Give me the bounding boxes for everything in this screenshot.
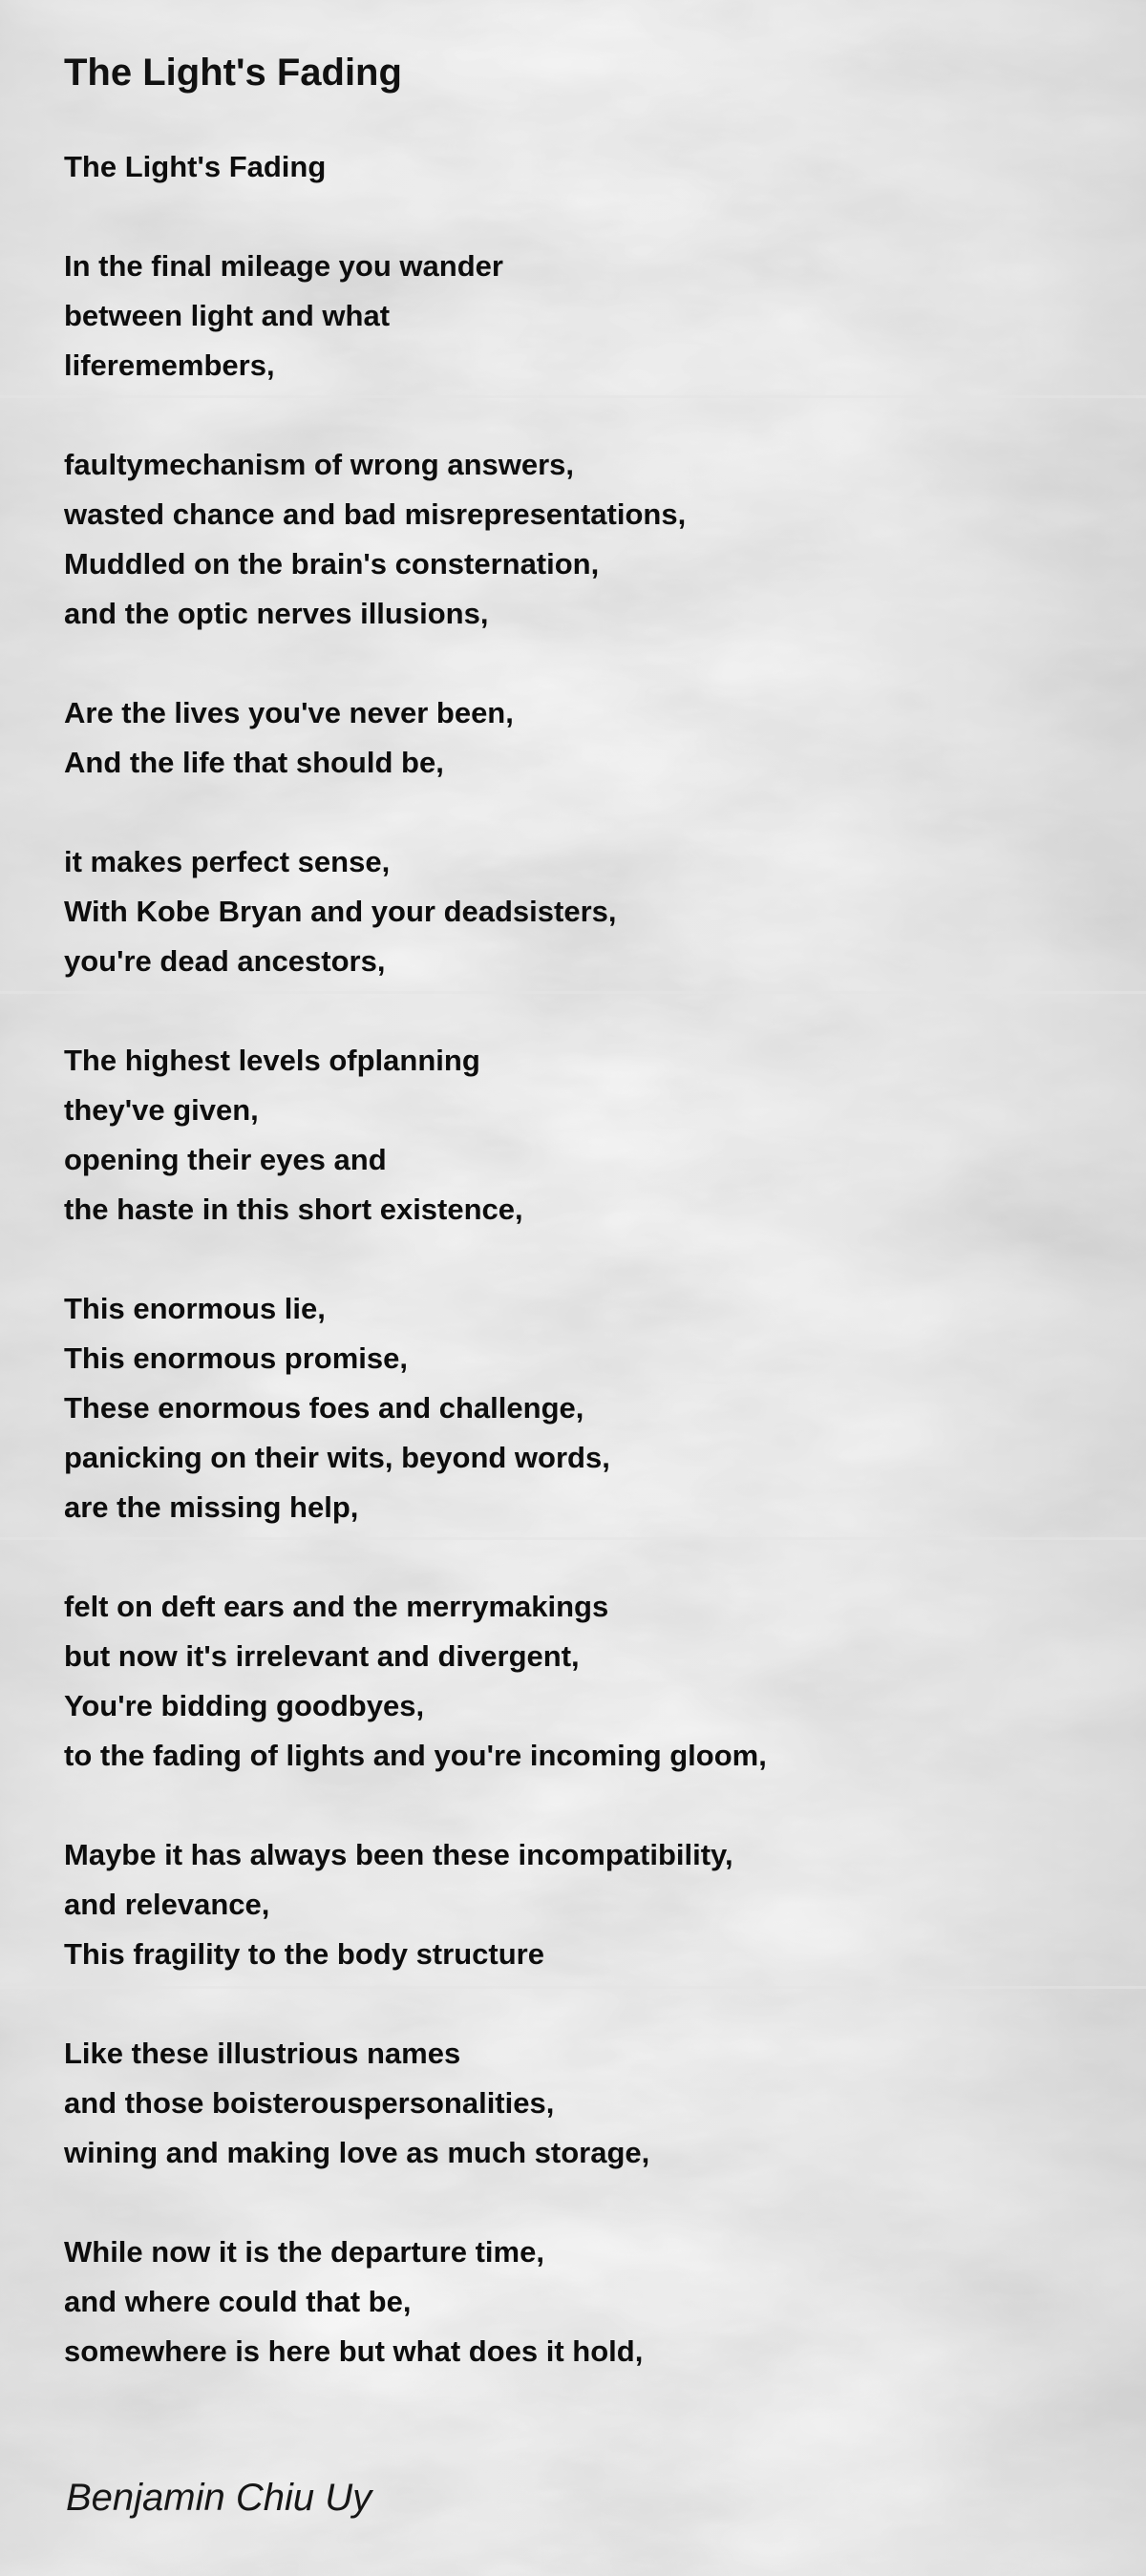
poem-line: panicking on their wits, beyond words, — [64, 1441, 610, 1474]
stanza-break — [64, 639, 1095, 688]
poem-line: Like these illustrious names — [64, 2037, 461, 2070]
stanza-break — [64, 192, 1095, 242]
poem-line: You're bidding goodbyes, — [64, 1689, 425, 1722]
poem-line: you're dead ancestors, — [64, 944, 386, 978]
poem-line: it makes perfect sense, — [64, 845, 391, 878]
poem-line: Maybe it has always been these incompatibility, — [64, 1838, 733, 1871]
poem-line: Are the lives you've never been, — [64, 696, 514, 729]
poem-line: While now it is the departure time, — [64, 2235, 544, 2269]
poem-line: The Light's Fading — [64, 150, 327, 183]
poem-line: between light and what — [64, 299, 391, 332]
poem-line: and those boisterouspersonalities, — [64, 2086, 555, 2120]
stanza-break — [64, 986, 1095, 1036]
poem-line: faultymechanism of wrong answers, — [64, 448, 575, 481]
poem-line: This fragility to the body structure — [64, 1937, 544, 1971]
stanza-break — [64, 1979, 1095, 2029]
poem-line: and where could that be, — [64, 2285, 412, 2318]
poem-line: wasted chance and bad misrepresentations, — [64, 497, 687, 531]
poem-line: liferemembers, — [64, 348, 275, 382]
poem-line: opening their eyes and — [64, 1143, 387, 1176]
poem-line: are the missing help, — [64, 1490, 359, 1524]
poem-line: The highest levels ofplanning — [64, 1044, 480, 1077]
poem-line: they've given, — [64, 1093, 259, 1127]
poem-line: And the life that should be, — [64, 746, 444, 779]
poem-line: This enormous promise, — [64, 1341, 409, 1375]
stanza-break — [64, 1532, 1095, 1582]
poem-line: In the final mileage you wander — [64, 249, 503, 283]
poem-line: These enormous foes and challenge, — [64, 1391, 584, 1425]
stanza-break — [64, 788, 1095, 837]
stanza-break — [64, 1235, 1095, 1284]
author-signature: Benjamin Chiu Uy — [66, 2477, 372, 2519]
poem-line: wining and making love as much storage, — [64, 2136, 650, 2169]
poem-line: This enormous lie, — [64, 1292, 326, 1325]
page-title: The Light's Fading — [64, 52, 402, 94]
poem-line: Muddled on the brain's consternation, — [64, 547, 600, 581]
stanza-break — [64, 391, 1095, 440]
poem-line: and the optic nerves illusions, — [64, 597, 489, 630]
poem-line: to the fading of lights and you're incoming gloom, — [64, 1739, 767, 1772]
poem-line: but now it's irrelevant and divergent, — [64, 1639, 580, 1673]
poem-line: With Kobe Bryan and your deadsisters, — [64, 895, 617, 928]
poem-line: felt on deft ears and the merrymakings — [64, 1590, 609, 1623]
stanza-break — [64, 2178, 1095, 2228]
poem-line: somewhere is here but what does it hold, — [64, 2334, 644, 2368]
poem-line: and relevance, — [64, 1888, 270, 1921]
stanza-break — [64, 1781, 1095, 1830]
poem-body — [64, 142, 1095, 2376]
poem-line: the haste in this short existence, — [64, 1193, 523, 1226]
